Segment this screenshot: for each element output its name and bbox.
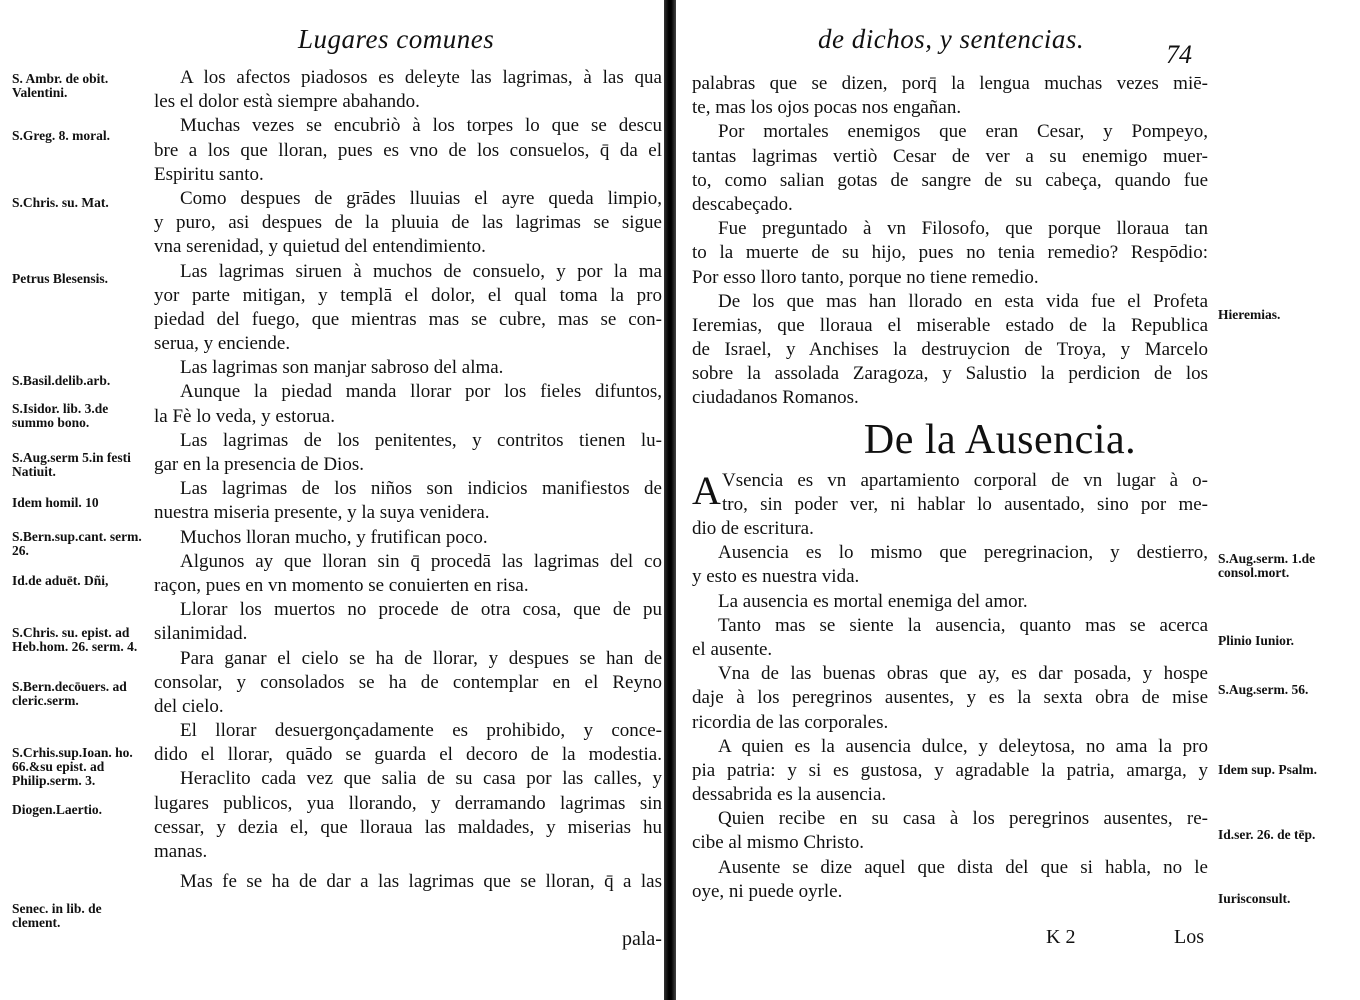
- text-line: Las lagrimas de los niños son indicios manifiestos de: [180, 478, 662, 500]
- drop-cap: A: [692, 467, 721, 513]
- text-line: pia patria: y si es gustosa, y agradable la patria, amarga, y: [692, 759, 1208, 781]
- text-line: De los que mas han llorado en esta vida fue el Profeta: [718, 290, 1208, 312]
- text-line: dido el llorar, quādo se guarda el decoro de la modestia.: [154, 744, 662, 766]
- right-body-text: [692, 72, 1208, 904]
- left-running-head: Lugares comunes: [298, 24, 495, 54]
- margin-note: S.Greg. 8. moral.: [12, 128, 110, 143]
- margin-note: Idem homil. 10: [12, 495, 99, 510]
- margin-note: S. Ambr. de obit. Valentini.: [12, 71, 109, 100]
- right-catchword: Los: [1174, 926, 1204, 948]
- book-gutter: [664, 0, 676, 1000]
- margin-note: Hieremias.: [1218, 307, 1281, 322]
- text-line: Como despues de grādes lluuias el ayre queda limpio,: [180, 187, 662, 209]
- text-line: Fue preguntado à vn Filosofo, que porque lloraua tan: [718, 218, 1208, 240]
- text-line: Vna de las buenas obras que ay, es dar posada, y hospe: [718, 663, 1208, 685]
- text-line: nuestra miseria presente, y la suya venidera.: [154, 502, 490, 524]
- text-line: daje à los peregrinos ausentes, y es la sexta obra de mise: [692, 687, 1208, 709]
- text-line: cessar, y dezia el, que lloraua las maldades, y miserias hu: [154, 816, 662, 838]
- text-line: sobre la assolada Zaragoza, y Salustio la perdicion de los: [692, 363, 1208, 385]
- text-line: la Fè lo veda, y estorua.: [154, 405, 335, 427]
- text-line: Ieremias, que lloraua el miserable estado de la Republica: [692, 314, 1208, 336]
- text-line: tro, sin poder ver, ni hablar lo ausentado, sino por me-: [722, 493, 1208, 515]
- text-line: lugares publicos, yua llorando, y derramando lagrimas sin: [154, 792, 662, 814]
- margin-note: S.Isidor. lib. 3.de summo bono.: [12, 401, 109, 430]
- margin-note: Id.de aduēt. Dñi,: [12, 573, 109, 588]
- text-line: serua, y enciende.: [154, 333, 291, 355]
- text-line: Mas fe se ha de dar a las lagrimas que se lloran, q̄ a las: [180, 871, 662, 893]
- margin-note: S.Bern.decōuers. ad cleric.serm.: [12, 679, 127, 708]
- text-line: cibe al mismo Christo.: [692, 832, 865, 854]
- text-line: el ausente.: [692, 638, 773, 660]
- text-line: oye, ni puede oyrle.: [692, 880, 843, 902]
- text-line: Quien recibe en su casa à los peregrinos ausentes, re-: [718, 808, 1208, 830]
- text-line: Llorar los muertos no procede de otra cosa, que de pu: [180, 599, 662, 621]
- margin-note: S.Chris. su. Mat.: [12, 195, 109, 210]
- text-line: A los afectos piadosos es deleyte las lagrimas, à las qua: [180, 67, 662, 88]
- text-line: dio de escritura.: [692, 518, 814, 539]
- text-line: les el dolor està siempre abahando.: [154, 91, 420, 113]
- text-line: Espiritu santo.: [154, 163, 264, 185]
- text-line: manas.: [154, 841, 208, 862]
- text-line: palabras que se dizen, porq̄ la lengua muchas vezes miē-: [692, 73, 1208, 94]
- margin-note: Plinio Iunior.: [1218, 633, 1295, 648]
- text-line: El llorar desuergonçadamente es prohibido, y conce-: [180, 720, 662, 742]
- text-line: Muchas vezes se encubriò à los torpes lo que se descu: [180, 115, 662, 137]
- text-line: Tanto mas se siente la ausencia, quanto mas se acerca: [718, 614, 1208, 636]
- left-catchword: pala-: [622, 928, 662, 950]
- margin-note: Diogen.Laertio.: [12, 802, 102, 817]
- text-line: raçon, pues en vn momento se conuierten en risa.: [154, 574, 529, 596]
- text-line: to, como salian gotas de sangre de su cabeça, quando fue: [692, 169, 1208, 191]
- text-line: consolar, y consolados se ha de contemplar en el Reyno: [154, 671, 662, 693]
- margin-note: Idem sup. Psalm.: [1218, 762, 1318, 777]
- text-line: silanimidad.: [154, 623, 248, 645]
- text-line: te, mas los ojos pocas nos engañan.: [692, 97, 962, 119]
- margin-note: Id.ser. 26. de tēp.: [1218, 827, 1316, 842]
- left-body-text: [154, 66, 662, 894]
- page-number: 74: [1166, 40, 1192, 69]
- text-line: Por mortales enemigos que eran Cesar, y Pompeyo,: [718, 121, 1208, 143]
- text-line: Muchos lloran mucho, y frutifican poco.: [180, 526, 488, 548]
- text-line: dessabrida es la ausencia.: [692, 784, 887, 806]
- text-line: Las lagrimas de los penitentes, y contritos tienen lu-: [180, 429, 662, 451]
- margin-note: Senec. in lib. de clement.: [12, 901, 102, 930]
- text-line: Las lagrimas son manjar sabroso del alma.: [180, 357, 504, 379]
- text-line: ciudadanos Romanos.: [692, 387, 859, 409]
- margin-note: S.Basil.delib.arb.: [12, 373, 111, 388]
- margin-note: S.Aug.serm 5.in festi Natiuit.: [12, 450, 131, 479]
- text-line: Ausente se dize aquel que dista del que si habla, no le: [718, 856, 1208, 878]
- text-line: Aunque la piedad manda llorar por los fieles difuntos,: [180, 381, 662, 403]
- text-line: gar en la presencia de Dios.: [154, 454, 364, 475]
- margin-note: S.Aug.serm. 1.de consol.mort.: [1218, 551, 1316, 580]
- margin-note: S.Crhis.sup.Ioan. ho. 66.&su epist. ad Philip.serm. 3.: [12, 745, 133, 788]
- text-line: Heraclito cada vez que salia de su casa por las calles, y: [180, 768, 662, 790]
- signature-mark: K 2: [1046, 926, 1076, 948]
- text-line: del cielo.: [154, 695, 224, 717]
- text-line: La ausencia es mortal enemiga del amor.: [718, 590, 1028, 612]
- text-line: to la muerte de su hijo, pues no tenia remedio? Respōdio:: [692, 242, 1208, 264]
- text-line: ricordia de las corporales.: [692, 711, 889, 733]
- margin-note: Petrus Blesensis.: [12, 271, 108, 286]
- text-line: Por esso lloro tanto, porque no tiene remedio.: [692, 266, 1039, 288]
- right-margin-notes: [1218, 0, 1356, 1000]
- text-line: bre a los que lloran, pues es vno de los consuelos, q̄ da el: [154, 139, 662, 161]
- margin-note: S.Aug.serm. 56.: [1218, 682, 1309, 697]
- dropcap-paragraph: [692, 469, 1208, 517]
- text-line: tantas lagrimas vertiò Cesar de ver a su enemigo muer-: [692, 145, 1208, 167]
- text-line: Las lagrimas siruen à muchos de consuelo, y por la ma: [180, 260, 662, 282]
- text-line: y esto es nuestra vida.: [692, 566, 860, 588]
- text-line: vna serenidad, y quietud del entendimiento.: [154, 236, 486, 258]
- text-line: descabeçado.: [692, 193, 793, 215]
- margin-note: Iurisconsult.: [1218, 891, 1291, 906]
- left-margin-notes: [12, 0, 152, 1000]
- text-line: y puro, asi despues de la pluuia de las lagrimas se sigue: [154, 212, 662, 234]
- text-line: Para ganar el cielo se ha de llorar, y despues se han de: [180, 647, 662, 669]
- text-line: A quien es la ausencia dulce, y deleytosa, no ama la pro: [718, 735, 1208, 757]
- margin-note: S.Chris. su. epist. ad Heb.hom. 26. serm. 4.: [12, 625, 138, 654]
- text-line: de Israel, y Anchises la destruycion de Troya, y Marcelo: [692, 339, 1208, 361]
- right-running-head: de dichos, y sentencias.: [818, 24, 1085, 54]
- margin-note: S.Bern.sup.cant. serm. 26.: [12, 529, 142, 558]
- text-line: Algunos ay que lloran sin q̄ procedā las lagrimas del co: [180, 550, 662, 572]
- text-line: yor parte mitigan, y templā el dolor, el qual toma la pro: [154, 284, 662, 306]
- text-line: Vsencia es vn apartamiento corporal de vn lugar à o-: [722, 469, 1208, 491]
- text-line: Ausencia es lo mismo que peregrinacion, y destierro,: [718, 542, 1208, 564]
- section-heading: De la Ausencia.: [863, 416, 1137, 463]
- text-line: piedad del fuego, que mientras mas se cubre, mas se con-: [154, 308, 662, 330]
